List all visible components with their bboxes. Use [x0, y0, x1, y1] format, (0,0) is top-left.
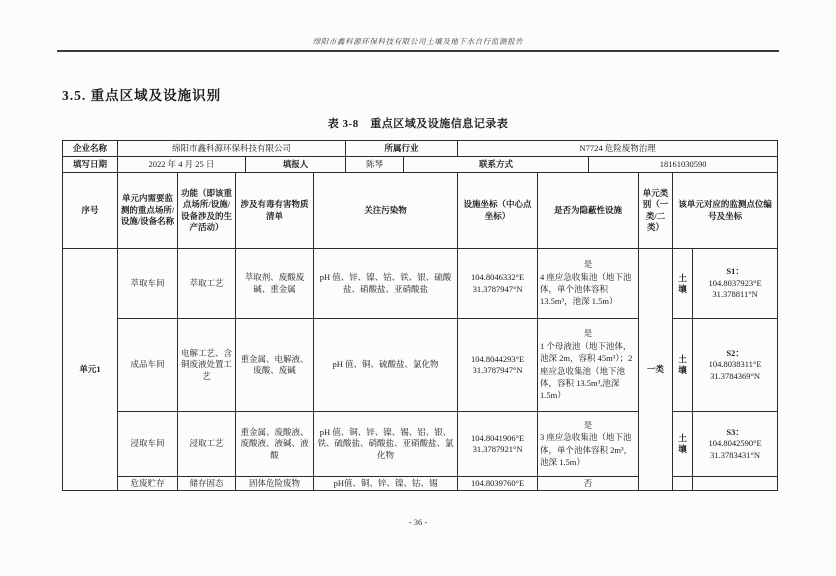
- header-category: 单元类别（一类/二类）: [639, 173, 673, 249]
- pollutants-cell: pH 值、铜、硫酸盐、氯化物: [314, 319, 458, 412]
- contact-label: 联系方式: [404, 157, 589, 173]
- info-row-company: [63, 141, 778, 157]
- concealed-detail: 4 座应急收集池（地下池体，单个池体容积 13.5m³，池深 1.5m）: [540, 271, 632, 307]
- medium-cell: [673, 319, 693, 412]
- date-label: 填写日期: [63, 157, 118, 173]
- header-place: 单元内需要监测的重点场所/设施/设备名称: [118, 173, 178, 249]
- medium-cell-empty: [673, 477, 693, 491]
- contact-value: 18161030590: [589, 157, 778, 173]
- header-divider: [57, 50, 779, 52]
- medium-cell: [673, 412, 693, 477]
- header-substances: 涉及有毒有害物质清单: [236, 173, 314, 249]
- function-text: 储存固态: [189, 478, 224, 488]
- table-header-row: [63, 173, 778, 249]
- filler-value: 陈琴: [346, 157, 404, 173]
- concealed-answer: 是: [583, 419, 593, 430]
- concealed-answer: 否: [583, 478, 593, 488]
- header-monitor-points: 该单元对应的监测点位编号及坐标: [673, 173, 778, 249]
- page-number: - 36 -: [408, 517, 428, 527]
- company-value: 绵阳市鑫科源环保科技有限公司: [118, 141, 346, 157]
- place-cell: 萃取车间: [118, 249, 178, 319]
- concealed-cell: [538, 412, 639, 477]
- point-label: S1：: [726, 266, 744, 277]
- header-coordinates: 设施坐标（中心点坐标）: [458, 173, 538, 249]
- substances-cell: 重金属、废酸液、废酸液、液碱、液酸: [236, 412, 314, 477]
- point-coordinates: 104.8037923°E 31.378811°N: [708, 277, 762, 300]
- substances-cell: [236, 477, 314, 491]
- coordinates-cell: [458, 477, 538, 491]
- table-row: [63, 249, 778, 319]
- point-label: S3：: [726, 426, 744, 437]
- medium-cell: [673, 249, 693, 319]
- function-cell: 电解工艺、含铜废液处置工艺: [178, 319, 236, 412]
- medium-text: 土壤: [678, 354, 687, 375]
- date-value: 2022 年 4 月 25 日: [118, 157, 246, 173]
- coordinates-cell: 104.8046332°E 31.3787947°N: [458, 249, 538, 319]
- point-coordinates: 104.8042590°E 31.3783431°N: [708, 438, 762, 460]
- monitor-point-cell: [693, 249, 778, 319]
- filler-label: 填报人: [246, 157, 346, 173]
- pollutants-cell: [314, 477, 458, 491]
- place-cell: 浸取车间: [118, 412, 178, 477]
- medium-text: 土壤: [678, 272, 687, 294]
- medium-text: 土壤: [678, 433, 687, 454]
- industry-value: N7724 危险废物治理: [458, 141, 778, 157]
- function-cell: [178, 477, 236, 491]
- substances-cell: 萃取剂、废酸废碱、重金属: [236, 249, 314, 319]
- unit-cell: 单元1: [63, 249, 118, 491]
- pollutants-text: pH值、铜、锌、镍、钴、锡: [333, 478, 438, 488]
- record-table: [62, 140, 778, 491]
- concealed-answer: 是: [583, 328, 593, 339]
- coordinates-cell: 104.8041906°E 31.3787921°N: [458, 412, 538, 477]
- concealed-cell: [538, 249, 639, 319]
- place-cell: [118, 477, 178, 491]
- substances-text: 固体危险废物: [248, 478, 300, 488]
- industry-label: 所属行业: [346, 141, 458, 157]
- category-cell: 一类: [639, 249, 673, 491]
- table-caption: 表 3-8 重点区域及设施信息记录表: [327, 118, 509, 130]
- function-cell: 浸取工艺: [178, 412, 236, 477]
- place-text: 危废贮存: [130, 478, 165, 488]
- substances-cell: 重金属、电解液、废酸、废碱: [236, 319, 314, 412]
- header-pollutants: 关注污染物: [314, 173, 458, 249]
- section-title: 3.5. 重点区域及设施识别: [62, 88, 222, 103]
- monitor-point-cell: [693, 319, 778, 412]
- coordinates-cell: 104.8044293°E 31.3787947°N: [458, 319, 538, 412]
- pollutants-cell: pH 值、铜、锌、镍、锡、铝、银、铁、硫酸盐、硝酸盐、亚硝酸盐、氯化物: [314, 412, 458, 477]
- monitor-point-cell-empty: [693, 477, 778, 491]
- concealed-answer: 是: [583, 259, 593, 270]
- monitor-point-cell: [693, 412, 778, 477]
- place-cell: 成品车间: [118, 319, 178, 412]
- coordinates-text: 104.8039760°E: [470, 478, 525, 488]
- point-coordinates: 104.8038311°E 31.3784369°N: [708, 359, 762, 381]
- concealed-detail: 3 座应急收集池（地下池体，单个池体容积 2m³，池深 1.5m）: [540, 432, 633, 467]
- concealed-cell: [538, 477, 639, 491]
- header-function: 功能（即该重点场所/设施/设备涉及的生产活动）: [178, 173, 236, 249]
- concealed-cell: [538, 319, 639, 412]
- concealed-detail: 1 个母液池（地下池体，池深 2m，容积 45m³）；2 座应急收集池（地下池体，容积 13.5m³,池深 1.5m）: [540, 340, 633, 401]
- header-concealed: 是否为隐蔽性设施: [538, 173, 639, 249]
- point-label: S2：: [726, 347, 744, 358]
- document-header-text: 绵阳市鑫科源环保科技有限公司土壤及地下水自行监测报告: [312, 37, 524, 46]
- header-seq: 序号: [63, 173, 118, 249]
- pollutants-cell: pH 值、锌、镍、钴、铁、银、硫酸盐、硝酸盐、亚硝酸盐: [314, 249, 458, 319]
- info-row-date: [63, 157, 778, 173]
- function-cell: 萃取工艺: [178, 249, 236, 319]
- company-label: 企业名称: [63, 141, 118, 157]
